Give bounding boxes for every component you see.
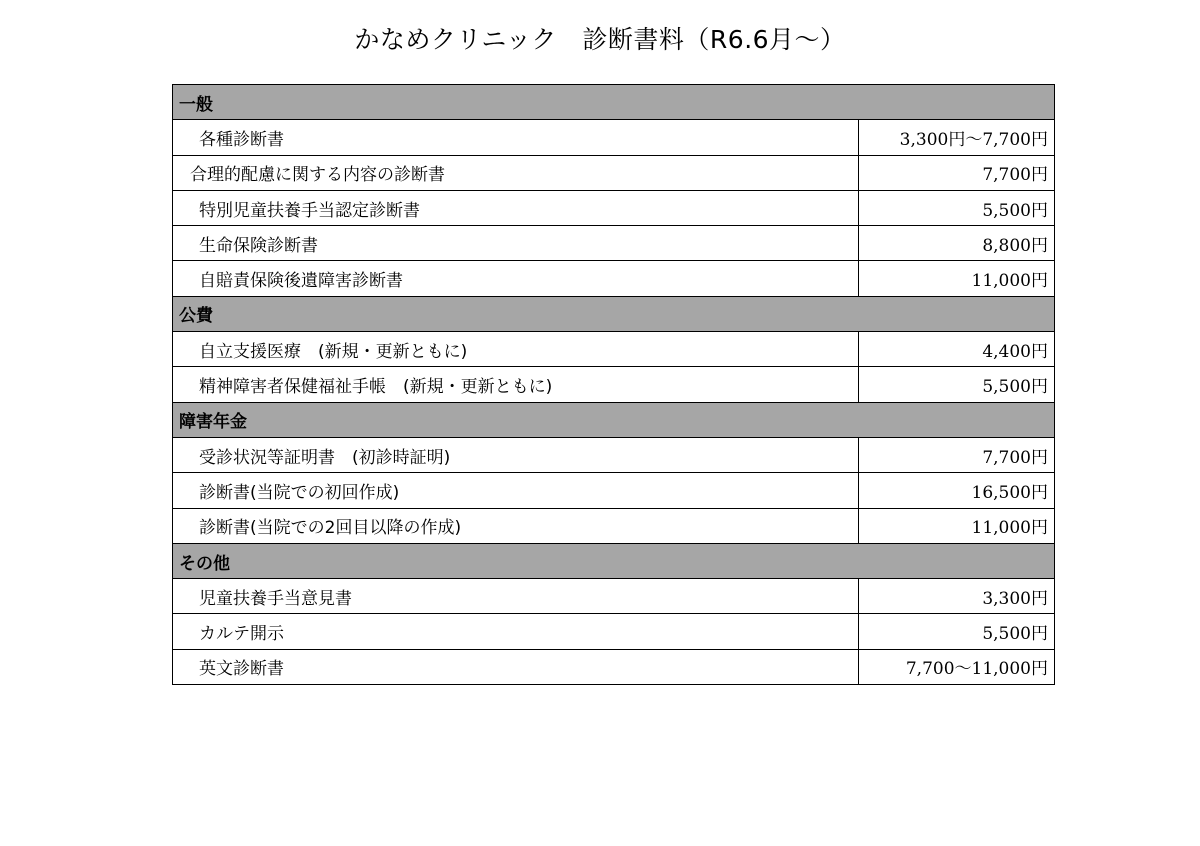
item-price: 16,500円 (859, 473, 1055, 508)
item-price: 7,700～11,000円 (859, 649, 1055, 684)
table-row (173, 332, 1055, 367)
item-label: 自賠責保険後遺障害診断書 (173, 261, 859, 296)
item-label: カルテ開示 (173, 614, 859, 649)
table-row (173, 508, 1055, 543)
table-row (173, 473, 1055, 508)
section-header-general (173, 85, 1055, 120)
table-row (173, 437, 1055, 472)
table-row (173, 190, 1055, 225)
table-row (173, 579, 1055, 614)
section-title: 一般 (173, 85, 1055, 120)
item-label: 生命保険診断書 (173, 226, 859, 261)
item-price: 5,500円 (859, 614, 1055, 649)
fee-table (172, 84, 1055, 685)
item-label: 合理的配慮に関する内容の診断書 (173, 155, 859, 190)
item-label: 児童扶養手当意見書 (173, 579, 859, 614)
table-row (173, 261, 1055, 296)
item-price: 7,700円 (859, 155, 1055, 190)
item-label: 受診状況等証明書 (初診時証明) (173, 437, 859, 472)
item-price: 7,700円 (859, 437, 1055, 472)
page-title: かなめクリニック 診断書料（R6.6月～） (354, 25, 846, 54)
table-row (173, 155, 1055, 190)
table-row (173, 367, 1055, 402)
item-price: 3,300円 (859, 579, 1055, 614)
item-label: 診断書(当院での2回目以降の作成) (173, 508, 859, 543)
item-price: 11,000円 (859, 261, 1055, 296)
table-row (173, 614, 1055, 649)
section-title: その他 (173, 543, 1055, 578)
item-price: 5,500円 (859, 190, 1055, 225)
item-label: 診断書(当院での初回作成) (173, 473, 859, 508)
item-price: 11,000円 (859, 508, 1055, 543)
table-row (173, 120, 1055, 155)
table-row (173, 226, 1055, 261)
section-header-disability-pension (173, 402, 1055, 437)
item-label: 特別児童扶養手当認定診断書 (173, 190, 859, 225)
item-price: 4,400円 (859, 332, 1055, 367)
item-label: 自立支援医療 (新規・更新ともに) (173, 332, 859, 367)
section-title: 障害年金 (173, 402, 1055, 437)
item-price: 3,300円～7,700円 (859, 120, 1055, 155)
item-price: 8,800円 (859, 226, 1055, 261)
item-label: 精神障害者保健福祉手帳 (新規・更新ともに) (173, 367, 859, 402)
table-row (173, 649, 1055, 684)
section-header-public-funding (173, 296, 1055, 331)
item-label: 英文診断書 (173, 649, 859, 684)
item-price: 5,500円 (859, 367, 1055, 402)
section-title: 公費 (173, 296, 1055, 331)
section-header-other (173, 543, 1055, 578)
item-label: 各種診断書 (173, 120, 859, 155)
